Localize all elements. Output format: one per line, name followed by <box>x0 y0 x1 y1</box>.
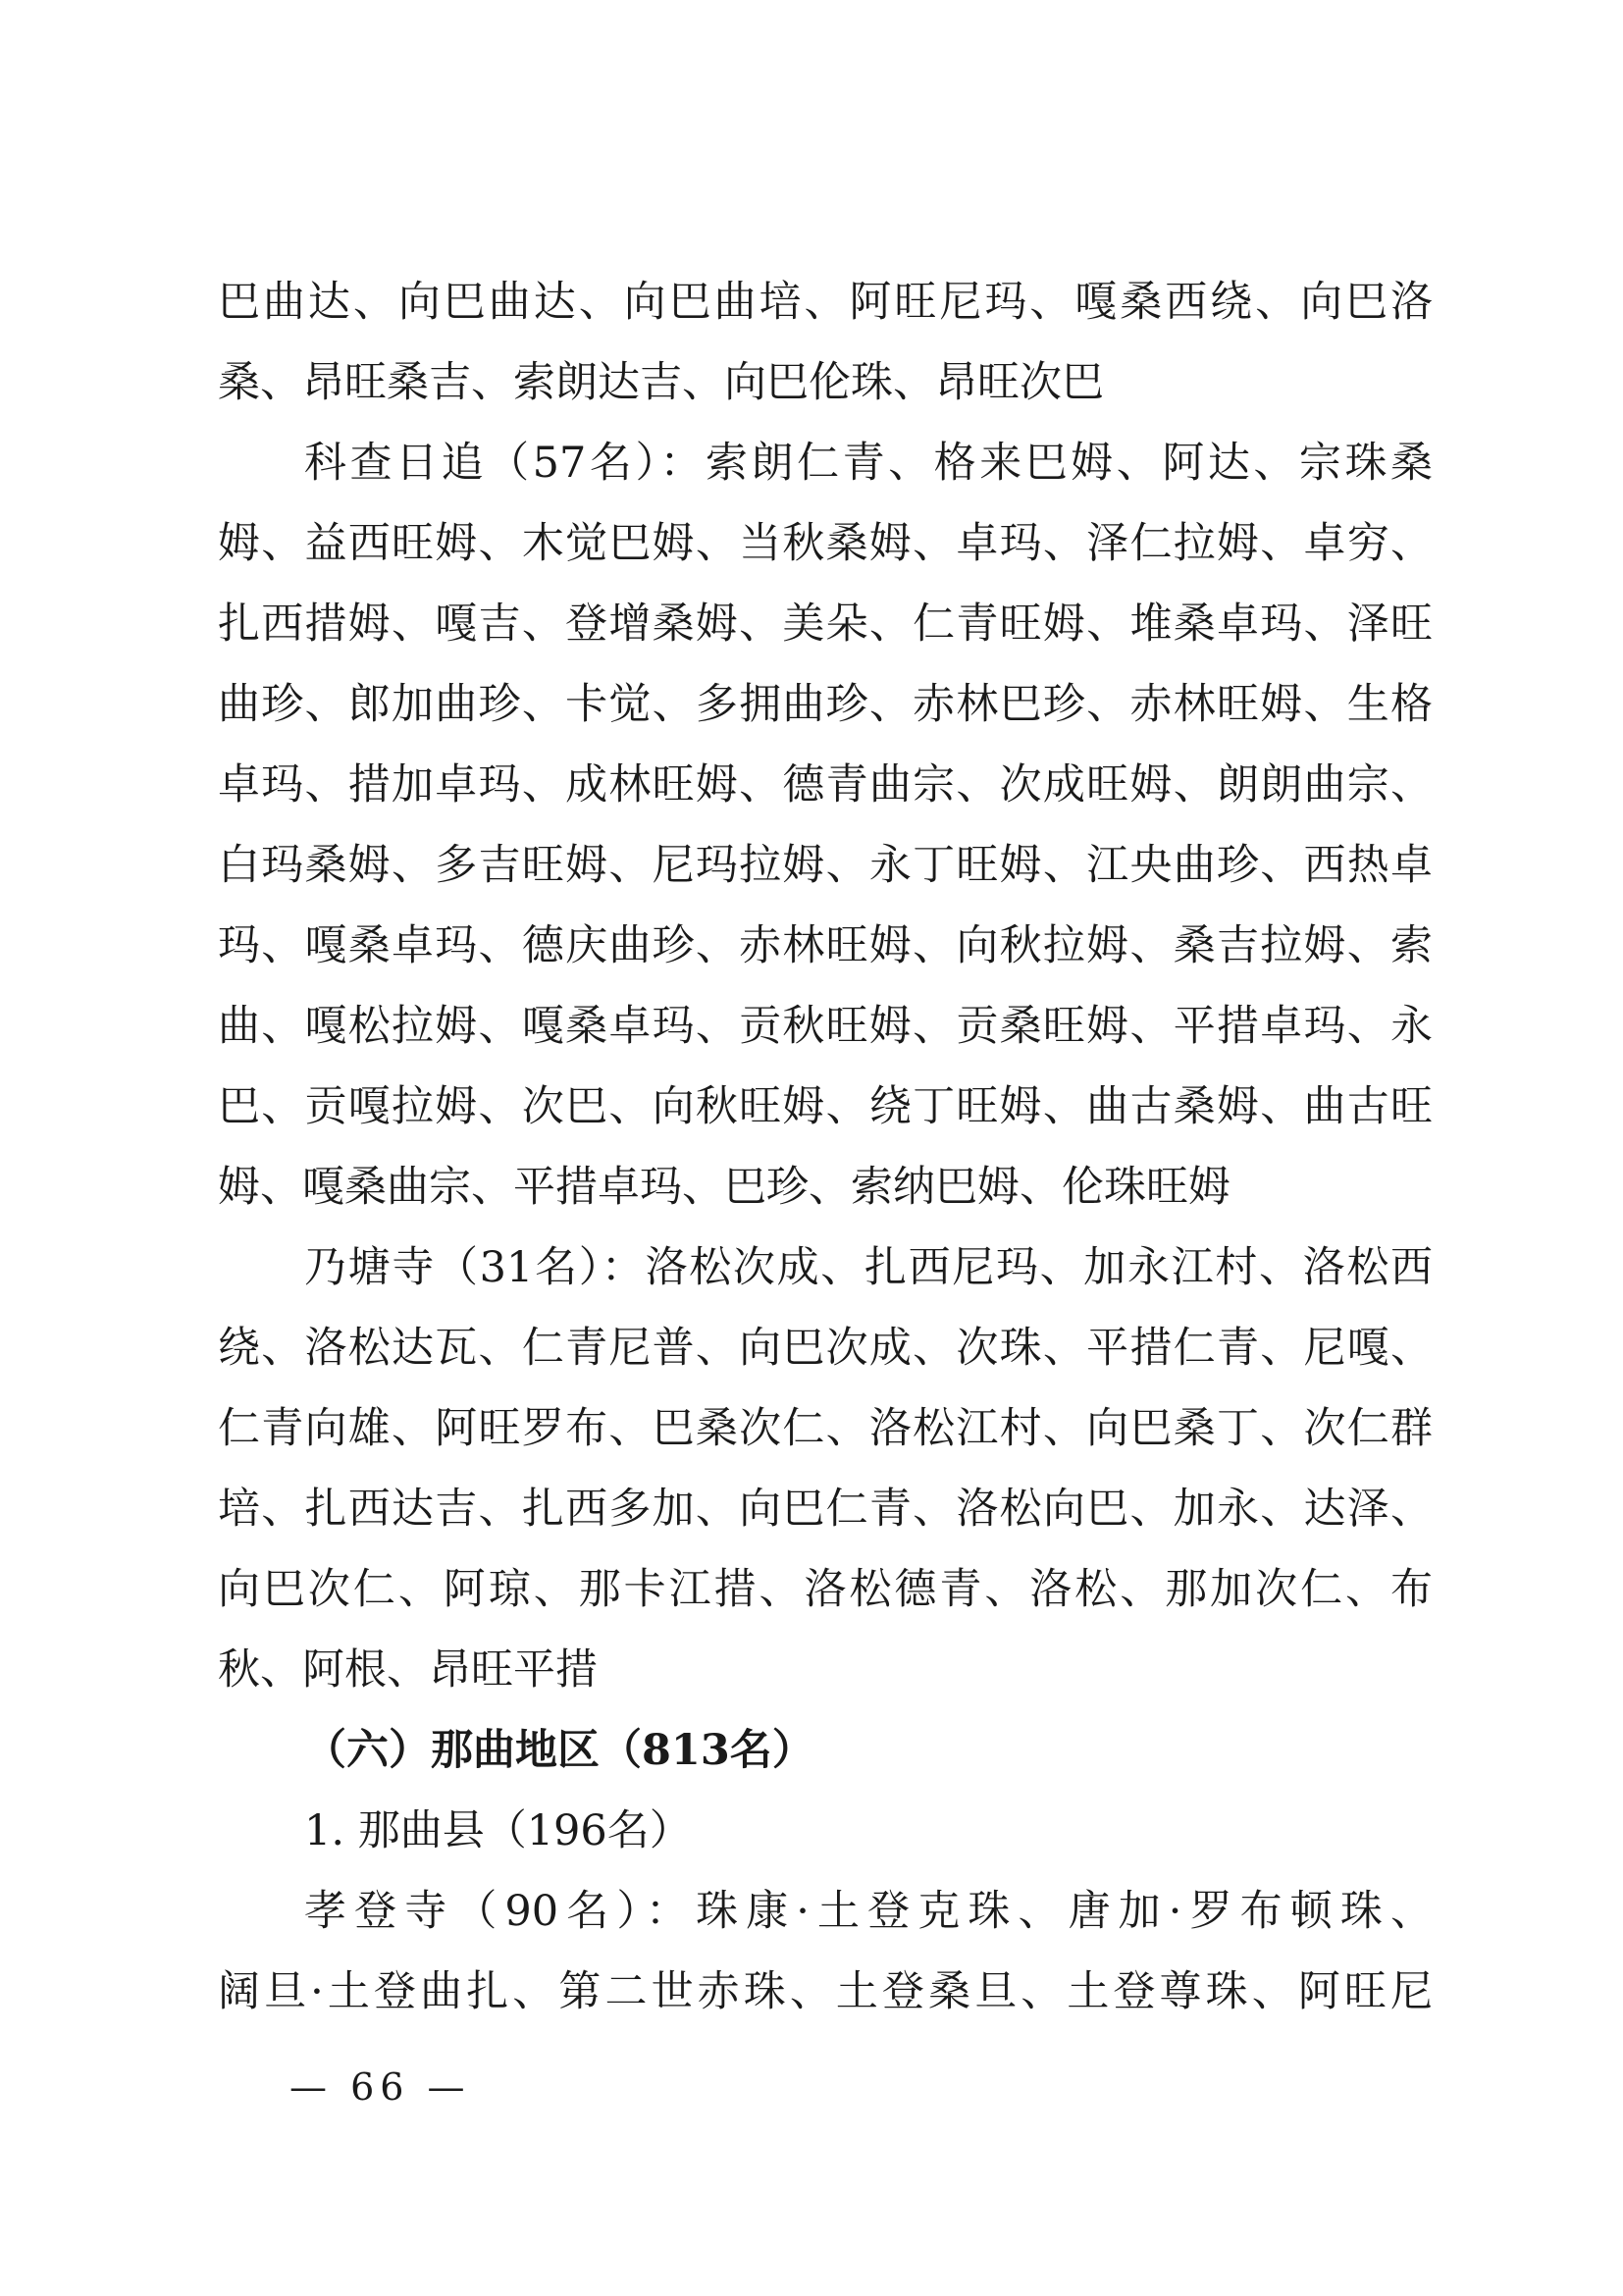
text-line: 桑、昂旺桑吉、索朗达吉、向巴伦珠、昂旺次巴 <box>218 358 1104 407</box>
page-number: — 66 — <box>289 2065 471 2109</box>
text-line: 卓玛、措加卓玛、成林旺姆、德青曲宗、次成旺姆、朗朗曲宗、 <box>218 760 1433 809</box>
paragraph-start: 孝登寺（90名）：珠康·土登克珠、唐加·罗布顿珠、 <box>304 1887 1433 1936</box>
paragraph-start: 乃塘寺（31名）：洛松次成、扎西尼玛、加永江村、洛松西 <box>304 1243 1433 1292</box>
text-line: 培、扎西达吉、扎西多加、向巴仁青、洛松向巴、加永、达泽、 <box>218 1485 1433 1534</box>
paragraph-start: 科查日追（57名）：索朗仁青、格来巴姆、阿达、宗珠桑 <box>304 439 1433 488</box>
text-line: 秋、阿根、昂旺平措 <box>218 1645 598 1695</box>
text-line: 姆、益西旺姆、木觉巴姆、当秋桑姆、卓玛、泽仁拉姆、卓穷、 <box>218 519 1433 568</box>
text-line: 仁青向雄、阿旺罗布、巴桑次仁、洛松江村、向巴桑丁、次仁群 <box>218 1404 1433 1453</box>
text-line: 阔旦·土登曲扎、第二世赤珠、土登桑旦、土登尊珠、阿旺尼 <box>218 1967 1433 2016</box>
text-line: 曲珍、郎加曲珍、卡觉、多拥曲珍、赤林巴珍、赤林旺姆、生格 <box>218 680 1433 729</box>
text-line: 巴曲达、向巴曲达、向巴曲培、阿旺尼玛、嘎桑西绕、向巴洛 <box>218 278 1433 327</box>
text-line: 绕、洛松达瓦、仁青尼普、向巴次成、次珠、平措仁青、尼嘎、 <box>218 1324 1433 1373</box>
section-heading: （六）那曲地区（813名） <box>304 1726 814 1775</box>
text-line: 玛、嘎桑卓玛、德庆曲珍、赤林旺姆、向秋拉姆、桑吉拉姆、索 <box>218 921 1433 970</box>
text-line: 向巴次仁、阿琼、那卡江措、洛松德青、洛松、那加次仁、布 <box>218 1565 1433 1614</box>
text-line: 姆、嘎桑曲宗、平措卓玛、巴珍、索纳巴姆、伦珠旺姆 <box>218 1163 1230 1212</box>
text-line: 扎西措姆、嘎吉、登增桑姆、美朵、仁青旺姆、堆桑卓玛、泽旺 <box>218 600 1433 649</box>
text-line: 曲、嘎松拉姆、嘎桑卓玛、贡秋旺姆、贡桑旺姆、平措卓玛、永 <box>218 1002 1433 1051</box>
text-line: 巴、贡嘎拉姆、次巴、向秋旺姆、绕丁旺姆、曲古桑姆、曲古旺 <box>218 1082 1433 1131</box>
subsection-heading: 1. 那曲县（196名） <box>304 1806 692 1855</box>
text-line: 白玛桑姆、多吉旺姆、尼玛拉姆、永丁旺姆、江央曲珍、西热卓 <box>218 841 1433 890</box>
